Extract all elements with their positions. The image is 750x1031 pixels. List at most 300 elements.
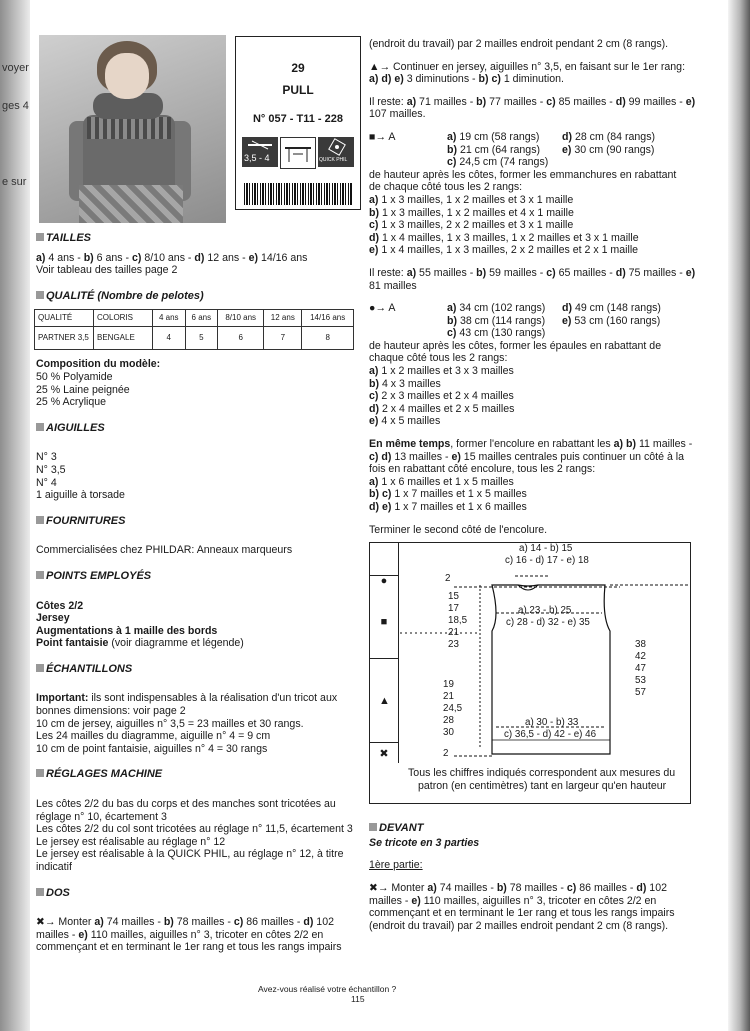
text-run: chaque côté tous les 2 rangs: [369,352,508,365]
text-run: 74 mailles - [436,881,497,894]
text-run: c) [566,881,577,894]
text-run: b) [163,916,174,929]
square-bullet-icon [36,516,44,524]
text-run: 74 mailles - [103,916,164,929]
text-run: a) [36,251,46,264]
table-cell: PARTNER 3,5 [35,327,94,350]
text-run: 85 mailles - [555,95,616,108]
text-run: 15 mailles centrales puis continuer un côté à la [460,450,685,463]
text-run: 4 x 5 mailles [378,415,441,428]
body-height-label: 19 [443,679,454,691]
size-value: 24,5 cm (74 rangs) [456,156,549,169]
text-run: 55 mailles - [416,266,477,279]
text-run: 1 x 4 mailles, 1 x 3 mailles, 1 x 2 mailles et 3 x 1 maille [379,231,639,244]
text-line [369,352,697,365]
text-run: c) [546,95,556,108]
dos-continuation-text [369,38,697,51]
text-run: 86 mailles - [576,881,637,894]
remaining-stitches-2 [369,267,697,292]
armhole-height-label: 15 [448,591,459,603]
text-run: 11 mailles - [636,438,693,451]
size-key: a) [447,302,457,315]
margin-fragment: voyer [2,62,29,74]
text-run: 1 diminution. [500,73,564,86]
text-run: 59 mailles - [486,266,547,279]
dos-text [36,916,354,954]
section-heading-echantillons: ÉCHANTILLONS [36,663,354,676]
text-line [369,280,697,293]
yarn-table-row [35,327,354,350]
neck-width-label: a) 14 - b) 15 [519,543,573,555]
text-line [369,181,697,194]
table-cell: QUALITÉ [35,310,94,327]
text-run: 99 mailles - [625,95,686,108]
text-line [369,415,697,428]
square-bullet-icon [36,664,44,672]
text-run: e) [369,244,379,257]
needle-item: N° 4 [36,476,57,489]
text-line [369,438,697,451]
text-run: a) [406,266,417,279]
text-run: 6 ans - [93,251,132,264]
text-run: d) [636,881,647,894]
text-run: fois en rabattant côté encolure, tous les 2 rangs: [369,463,596,476]
text-run: b) [369,377,379,390]
text-run: e) [369,415,379,428]
reglage-line: indicatif [36,861,72,873]
composition-line: 25 % Acrylique [36,396,107,409]
text-run: Important: [36,692,89,705]
pattern-schematic [369,542,691,804]
text-line [369,108,697,121]
size-value: 43 cm (130 rangs) [456,327,546,340]
text-run: d) [615,266,626,279]
text-run: 13 mailles - [391,450,452,463]
page-edge [728,0,750,1031]
text-run: b) [496,881,507,894]
square-bullet-icon [36,769,44,777]
pattern-info-box [235,36,361,210]
text-run: Côtes 2/2 [36,599,84,612]
text-line [369,219,697,232]
text-run: c) [546,266,556,279]
composition-title: Composition du modèle: [36,358,161,371]
reglage-line: Le jersey est réalisable à la QUICK PHIL, au réglage n° 12, à titre [36,848,344,861]
text-run: a) [369,193,379,206]
text-line [36,743,354,756]
square-marker-icon: ■ [380,616,388,629]
size-value: 30 cm (90 rangs) [571,143,655,156]
size-cell [562,315,692,328]
total-height-label: 57 [635,687,646,699]
armhole-height-label: 21 [448,627,459,639]
size-value: 21 cm (64 rangs) [457,143,541,156]
text-run: ▲→ Continuer en jersey, aiguilles n° 3,5, en faisant sur le 1er rang: [369,60,686,73]
text-run: 1 x 3 mailles, 1 x 2 mailles et 3 x 1 maille [378,193,574,206]
text-run: commençant et en terminant le 1er rang et tous les rangs impairs [36,941,342,954]
size-cell [447,144,562,157]
text-line [36,929,354,942]
table-cell: 5 [185,327,218,350]
text-run: de chaque côté tous les 2 rangs: [369,181,523,194]
needle-item: 1 aiguille à torsade [36,489,125,502]
text-run: 1 x 4 mailles, 1 x 3 mailles, 2 x 2 mailles et 2 x 1 maille [378,244,639,257]
text-line [369,267,697,280]
text-line [36,625,354,638]
size-key: d) [562,130,572,143]
text-run: 10 cm de point fantaisie, aiguilles n° 4 = 30 rangs [36,742,268,755]
circle-marker-label: ●→ A [369,302,396,315]
text-run: 8/10 ans - [141,251,195,264]
fournitures-text: Commercialisées chez PHILDAR: Anneaux marqueurs [36,544,293,557]
pattern-title: PULL [282,83,314,97]
text-run: 4 ans - [45,251,84,264]
neck-drop-label: 2 [445,573,451,585]
text-run: commençant et en terminant le 1er rang et tous les rangs impairs [369,907,675,920]
total-height-label: 53 [635,675,646,687]
text-line [369,882,697,895]
size-cell [447,131,562,144]
section-heading-qualite: QUALITÉ (Nombre de pelotes) [36,290,354,303]
text-run: 77 mailles - [486,95,547,108]
bottom-width-label: c) 36,5 - d) 42 - e) 46 [504,729,597,741]
text-run: e) [451,450,461,463]
table-cell: 8 [302,327,354,350]
size-key: b) [447,314,457,327]
text-run: 14/16 ans [258,251,308,264]
text-line [369,232,697,245]
text-line [36,637,354,650]
text-run: e) [248,251,258,264]
text-line [369,476,697,489]
text-run: d) [369,501,379,513]
text-run: d) [303,916,314,929]
page-number: 115 [351,994,365,1004]
text-run: ✖→ Monter [369,881,428,894]
text-run: (voir diagramme et légende) [108,637,244,650]
text-run: a) [427,881,437,894]
bottom-width-label: a) 30 - b) 33 [525,717,579,729]
text-run: Il reste: [369,266,407,279]
text-line [36,252,354,265]
text-run: 1 x 7 mailles et 1 x 6 mailles [391,501,527,513]
table-cell: 6 ans [185,310,218,327]
total-height-label: 47 [635,663,646,675]
text-run: 65 mailles - [555,266,616,279]
text-line [36,718,354,731]
text-line [369,907,697,920]
points-text [36,600,354,650]
body-height-label: 24,5 [443,703,463,715]
text-line [369,244,697,257]
size-value: 53 cm (160 rangs) [571,314,661,327]
table-cell: 8/10 ans [218,310,264,327]
text-run: d) [615,95,626,108]
text-run: a) [369,365,379,378]
text-run: e) [78,928,88,941]
table-cell: 4 [153,327,186,350]
text-line [369,920,697,933]
text-run: d) [369,402,379,415]
text-line [369,378,697,391]
armhole-height-grid [369,131,697,169]
remaining-stitches-1 [369,96,697,121]
size-value: 28 cm (84 rangs) [572,130,656,143]
composition-line: 25 % Laine peignée [36,383,130,396]
yarn-table-header [35,310,354,327]
text-run: d) [369,231,379,244]
pattern-number: 29 [291,61,305,75]
size-key: b) [447,143,457,156]
table-cell: 4 ans [153,310,186,327]
text-line [36,730,354,743]
neckline-instructions [369,438,697,514]
text-run: e) [685,266,696,279]
size-cell [562,302,692,315]
circle-marker-icon: ● [380,575,388,588]
text-run: e) [381,501,392,513]
section-heading-fournitures: FOURNITURES [36,515,354,528]
text-run: b) [476,95,487,108]
table-diagram-icon [280,137,316,169]
yarn-table [34,309,354,350]
text-run: 1 x 7 mailles et 1 x 5 mailles [391,488,527,501]
text-run: Augmentations à 1 maille des bords [36,624,218,637]
square-bullet-icon [36,233,44,241]
page-gutter [0,0,30,1031]
text-line [369,169,697,182]
text-line [369,365,697,378]
text-line [369,73,697,86]
text-run: 12 ans - [204,251,249,264]
table-cell: COLORIS [94,310,153,327]
rib-height-label: 2 [443,748,449,760]
text-line [369,340,697,353]
text-run: 78 mailles - [173,916,234,929]
text-run: , former l'encolure en rabattant les [450,438,614,451]
size-key: d) [562,302,572,315]
size-cell [447,315,562,328]
text-run: b) [478,73,489,86]
right-column [369,38,697,932]
table-cell: 6 [218,327,264,350]
devant-subtitle: Se tricote en 3 parties [369,836,480,849]
size-value: 19 cm (58 rangs) [456,130,540,143]
text-run: 78 mailles - [506,881,567,894]
size-key: a) [447,130,457,143]
text-run: b) [369,488,379,501]
text-run: a) [613,438,624,451]
margin-fragment: ges 4 [2,100,29,112]
text-run: de hauteur après les côtes, former les épaules en rabattant de [369,339,662,352]
text-run: 2 x 3 mailles et 2 x 4 mailles [378,390,514,403]
needle-item: N° 3 [36,451,57,464]
devant-part-label: 1ère partie: [369,859,423,872]
square-bullet-icon [36,291,44,299]
text-run: 1 x 6 mailles et 1 x 5 mailles [378,475,514,488]
size-cell [447,327,562,340]
text-run: 75 mailles - [625,266,686,279]
text-run: (endroit du travail) par 2 mailles endroit pendant 2 cm (8 rangs). [369,919,669,932]
size-cell [562,144,692,157]
armhole-height-label: 23 [448,639,459,651]
total-height-label: 42 [635,651,646,663]
armhole-instructions [369,169,697,257]
size-value: 34 cm (102 rangs) [456,302,546,315]
text-run: a) [369,475,379,488]
text-run: Voir tableau des tailles page 2 [36,264,178,277]
size-key: e) [562,143,572,156]
text-run: c) [369,450,379,463]
text-run: 10 cm de jersey, aiguilles n° 3,5 = 23 mailles et 30 rangs. [36,717,304,730]
section-heading-dos: DOS [36,887,354,900]
text-line [369,61,697,74]
total-height-label: 38 [635,639,646,651]
text-run: c) [369,219,379,232]
text-line [369,463,697,476]
text-run: c) [369,390,379,403]
devant-instructions [369,882,697,932]
triangle-marker-icon: ▲ [379,695,390,708]
text-line [369,207,697,220]
text-run: 1 x 3 mailles, 2 x 2 mailles et 3 x 1 maille [378,219,574,232]
text-run: c) [233,916,244,929]
text-run: d) [381,450,392,463]
text-line [36,600,354,613]
text-line [36,692,354,705]
section-heading-points: POINTS EMPLOYÉS [36,570,354,583]
text-run: 4 x 3 mailles [379,377,441,390]
text-run: 102 [646,881,667,894]
text-run: b) [369,206,379,219]
text-run: e) [685,95,696,108]
text-run: ils sont indispensables à la réalisation d'un tricot aux [88,692,338,705]
pattern-reference: N° 057 - T11 - 228 [252,113,343,125]
barcode [244,183,352,205]
square-marker-label: ■→ A [369,130,396,143]
size-key: c) [447,156,457,169]
text-run: 107 mailles. [369,108,426,121]
section-heading-tailles: TAILLES [36,232,354,245]
text-run: 81 mailles [369,279,417,292]
text-run: a) [369,73,379,86]
table-cell: 7 [264,327,302,350]
shoulder-width-label: a) 23 - b) 25 [518,605,572,617]
text-run: e) [394,73,404,86]
text-line [36,264,354,277]
text-run: c) [491,73,501,86]
text-run: (endroit du travail) par 2 mailles endroit pendant 2 cm (8 rangs). [369,38,669,50]
finish-text: Terminer le second côté de l'encolure. [369,523,548,536]
square-bullet-icon [369,823,377,831]
needle-size-icon: 3,5 - 4 [242,137,278,167]
armhole-height-label: 17 [448,603,459,615]
text-run: c) [131,251,142,264]
text-line [369,451,697,464]
cross-marker-icon: ✖ [379,748,389,761]
square-bullet-icon [36,423,44,431]
square-bullet-icon [36,888,44,896]
section-heading-devant: DEVANT [369,822,697,835]
text-line [36,916,354,929]
text-run: 3 diminutions - [403,73,479,86]
text-line [369,501,697,514]
text-line [369,403,697,416]
pattern-icons [242,137,354,169]
left-column [36,232,354,954]
text-run: 110 mailles, aiguilles n° 3, tricoter en côtes 2/2 en [420,894,657,907]
text-run: mailles - [36,928,79,941]
text-run: ✖→ Monter [36,916,95,929]
section-heading-reglages: RÉGLAGES MACHINE [36,768,354,781]
body-height-label: 30 [443,727,454,739]
table-cell: BENGALE [94,327,153,350]
body-height-label: 28 [443,715,454,727]
shoulder-instructions [369,340,697,428]
text-line [369,895,697,908]
quick-phil-icon: QUICK PHIL [318,137,354,167]
text-run: de hauteur après les côtes, former les emmanchures en rabattant [369,168,677,181]
margin-fragment: e sur [2,176,27,188]
jersey-instructions [369,61,697,86]
text-line [36,941,354,954]
size-value: 38 cm (114 rangs) [457,314,546,327]
schematic-note: Tous les chiffres indiqués correspondent aux mesures du [408,767,676,780]
text-run: d) [194,251,205,264]
text-run: 102 [313,916,334,929]
tailles-text [36,252,354,277]
schematic-note: patron (en centimètres) tant en largeur qu'en hauteur [418,780,667,793]
shoulder-width-label: c) 28 - d) 32 - e) 35 [506,617,590,629]
text-run: bonnes dimensions: voir page 2 [36,705,186,718]
size-cell [562,131,692,144]
text-line [36,705,354,718]
text-run: Il reste: [369,95,407,108]
text-run: c) [381,488,392,501]
text-run: Point fantaisie [36,637,109,650]
section-heading-aiguilles: AIGUILLES [36,422,354,435]
size-value: 49 cm (148 rangs) [572,302,661,315]
text-run: a) [94,916,104,929]
needle-item: N° 3,5 [36,463,66,476]
text-run: 110 mailles, aiguilles n° 3, tricoter en côtes 2/2 en [87,928,324,941]
text-run: 71 mailles - [416,95,477,108]
reglage-line: Les côtes 2/2 du bas du corps et des manches sont tricotées au [36,798,336,811]
text-line [369,390,697,403]
text-run: d) [381,73,392,86]
text-line [369,194,697,207]
text-line [36,612,354,625]
echantillons-text [36,692,354,755]
reglage-line: Les côtes 2/2 du col sont tricotées au réglage n° 11,5, écartement 3 [36,823,353,836]
text-line [369,488,697,501]
text-line [369,96,697,109]
size-cell [447,156,562,169]
armhole-height-label: 18,5 [448,615,468,627]
text-run: En même temps [369,438,451,451]
text-run: Jersey [36,612,70,625]
size-cell [447,302,562,315]
text-run: mailles - [369,894,412,907]
shoulder-height-grid [369,302,697,340]
text-run: Les 24 mailles du diagramme, aiguille n° 4 = 9 cm [36,730,271,743]
text-run: b) [83,251,94,264]
text-run: b) [626,438,636,451]
text-run: e) [411,894,421,907]
text-run: 1 x 2 mailles et 3 x 3 mailles [378,365,514,378]
table-cell: 14/16 ans [302,310,354,327]
model-photo [39,35,226,223]
